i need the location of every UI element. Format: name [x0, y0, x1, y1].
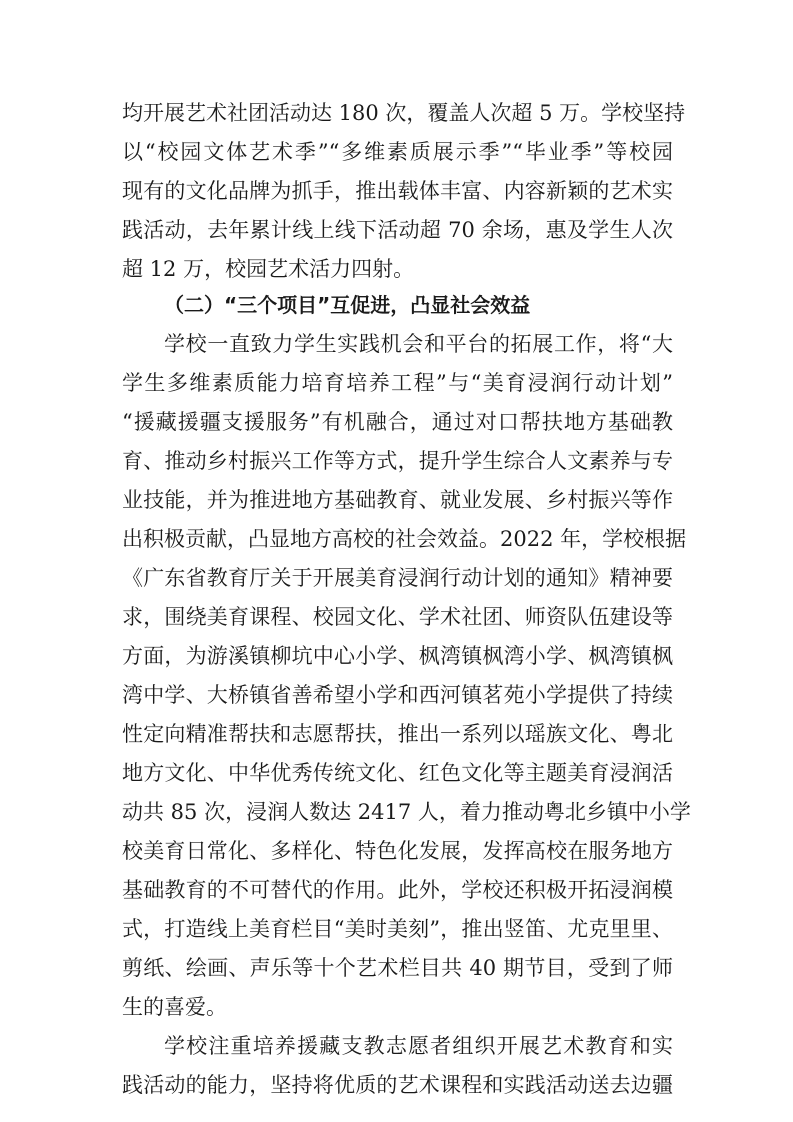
paragraph-1-line-1: 均开展艺术社团活动达 180 次，覆盖人次超 5 万。学校坚持: [122, 101, 686, 125]
paragraph-2-line-14: 校美育日常化、多样化、特色化发展，发挥高校在服务地方: [122, 839, 673, 863]
paragraph-2-line-13: 动共 85 次，浸润人数达 2417 人，着力推动粤北乡镇中小学: [122, 800, 691, 824]
paragraph-3-line-2: 践活动的能力，坚持将优质的艺术课程和实践活动送去边疆: [122, 1073, 673, 1097]
paragraph-2-line-8: 求，围绕美育课程、校园文化、学术社团、师资队伍建设等: [122, 605, 673, 629]
paragraph-2-line-16: 式，打造线上美育栏目“美时美刻”，推出竖笛、尤克里里、: [122, 917, 673, 941]
paragraph-2-line-15: 基础教育的不可替代的作用。此外，学校还积极开拓浸润模: [122, 878, 673, 902]
paragraph-2-line-17: 剪纸、绘画、声乐等十个艺术栏目共 40 期节目，受到了师: [122, 956, 673, 980]
paragraph-2-line-10: 湾中学、大桥镇省善希望小学和西河镇茗苑小学提供了持续: [122, 683, 673, 707]
paragraph-1-line-2: 以“校园文体艺术季”“多维素质展示季”“毕业季”等校园: [122, 140, 673, 164]
paragraph-2-line-6: 出积极贡献，凸显地方高校的社会效益。2022 年，学校根据: [122, 527, 687, 551]
paragraph-1-line-3: 现有的文化品牌为抓手，推出载体丰富、内容新颖的艺术实: [122, 179, 673, 203]
paragraph-2-line-18: 生的喜爱。: [122, 995, 227, 1019]
paragraph-2-line-7: 《广东省教育厅关于开展美育浸润行动计划的通知》精神要: [122, 566, 673, 590]
paragraph-1-line-5: 超 12 万，校园艺术活力四射。: [122, 257, 415, 281]
paragraph-2-line-11: 性定向精准帮扶和志愿帮扶，推出一系列以瑶族文化、粤北: [122, 722, 673, 746]
paragraph-2-line-5: 业技能，并为推进地方基础教育、就业发展、乡村振兴等作: [122, 488, 673, 512]
paragraph-2-line-3: “援藏援疆支援服务”有机融合，通过对口帮扶地方基础教: [122, 410, 673, 434]
paragraph-2-line-2: 学生多维素质能力培育培养工程”与“美育浸润行动计划”: [122, 371, 673, 395]
paragraph-2-line-12: 地方文化、中华优秀传统文化、红色文化等主题美育浸润活: [122, 761, 673, 785]
paragraph-2-line-9: 方面，为游溪镇柳坑中心小学、枫湾镇枫湾小学、枫湾镇枫: [122, 644, 673, 668]
paragraph-2-line-1: 学校一直致力学生实践机会和平台的拓展工作，将“大: [164, 332, 673, 356]
paragraph-2-line-4: 育、推动乡村振兴工作等方式，提升学生综合人文素养与专: [122, 449, 673, 473]
paragraph-3-line-1: 学校注重培养援藏支教志愿者组织开展艺术教育和实: [164, 1034, 673, 1058]
paragraph-1-line-4: 践活动，去年累计线上线下活动超 70 余场，惠及学生人次: [122, 218, 673, 242]
section-heading: （二）“三个项目”互促进，凸显社会效益: [164, 293, 531, 317]
